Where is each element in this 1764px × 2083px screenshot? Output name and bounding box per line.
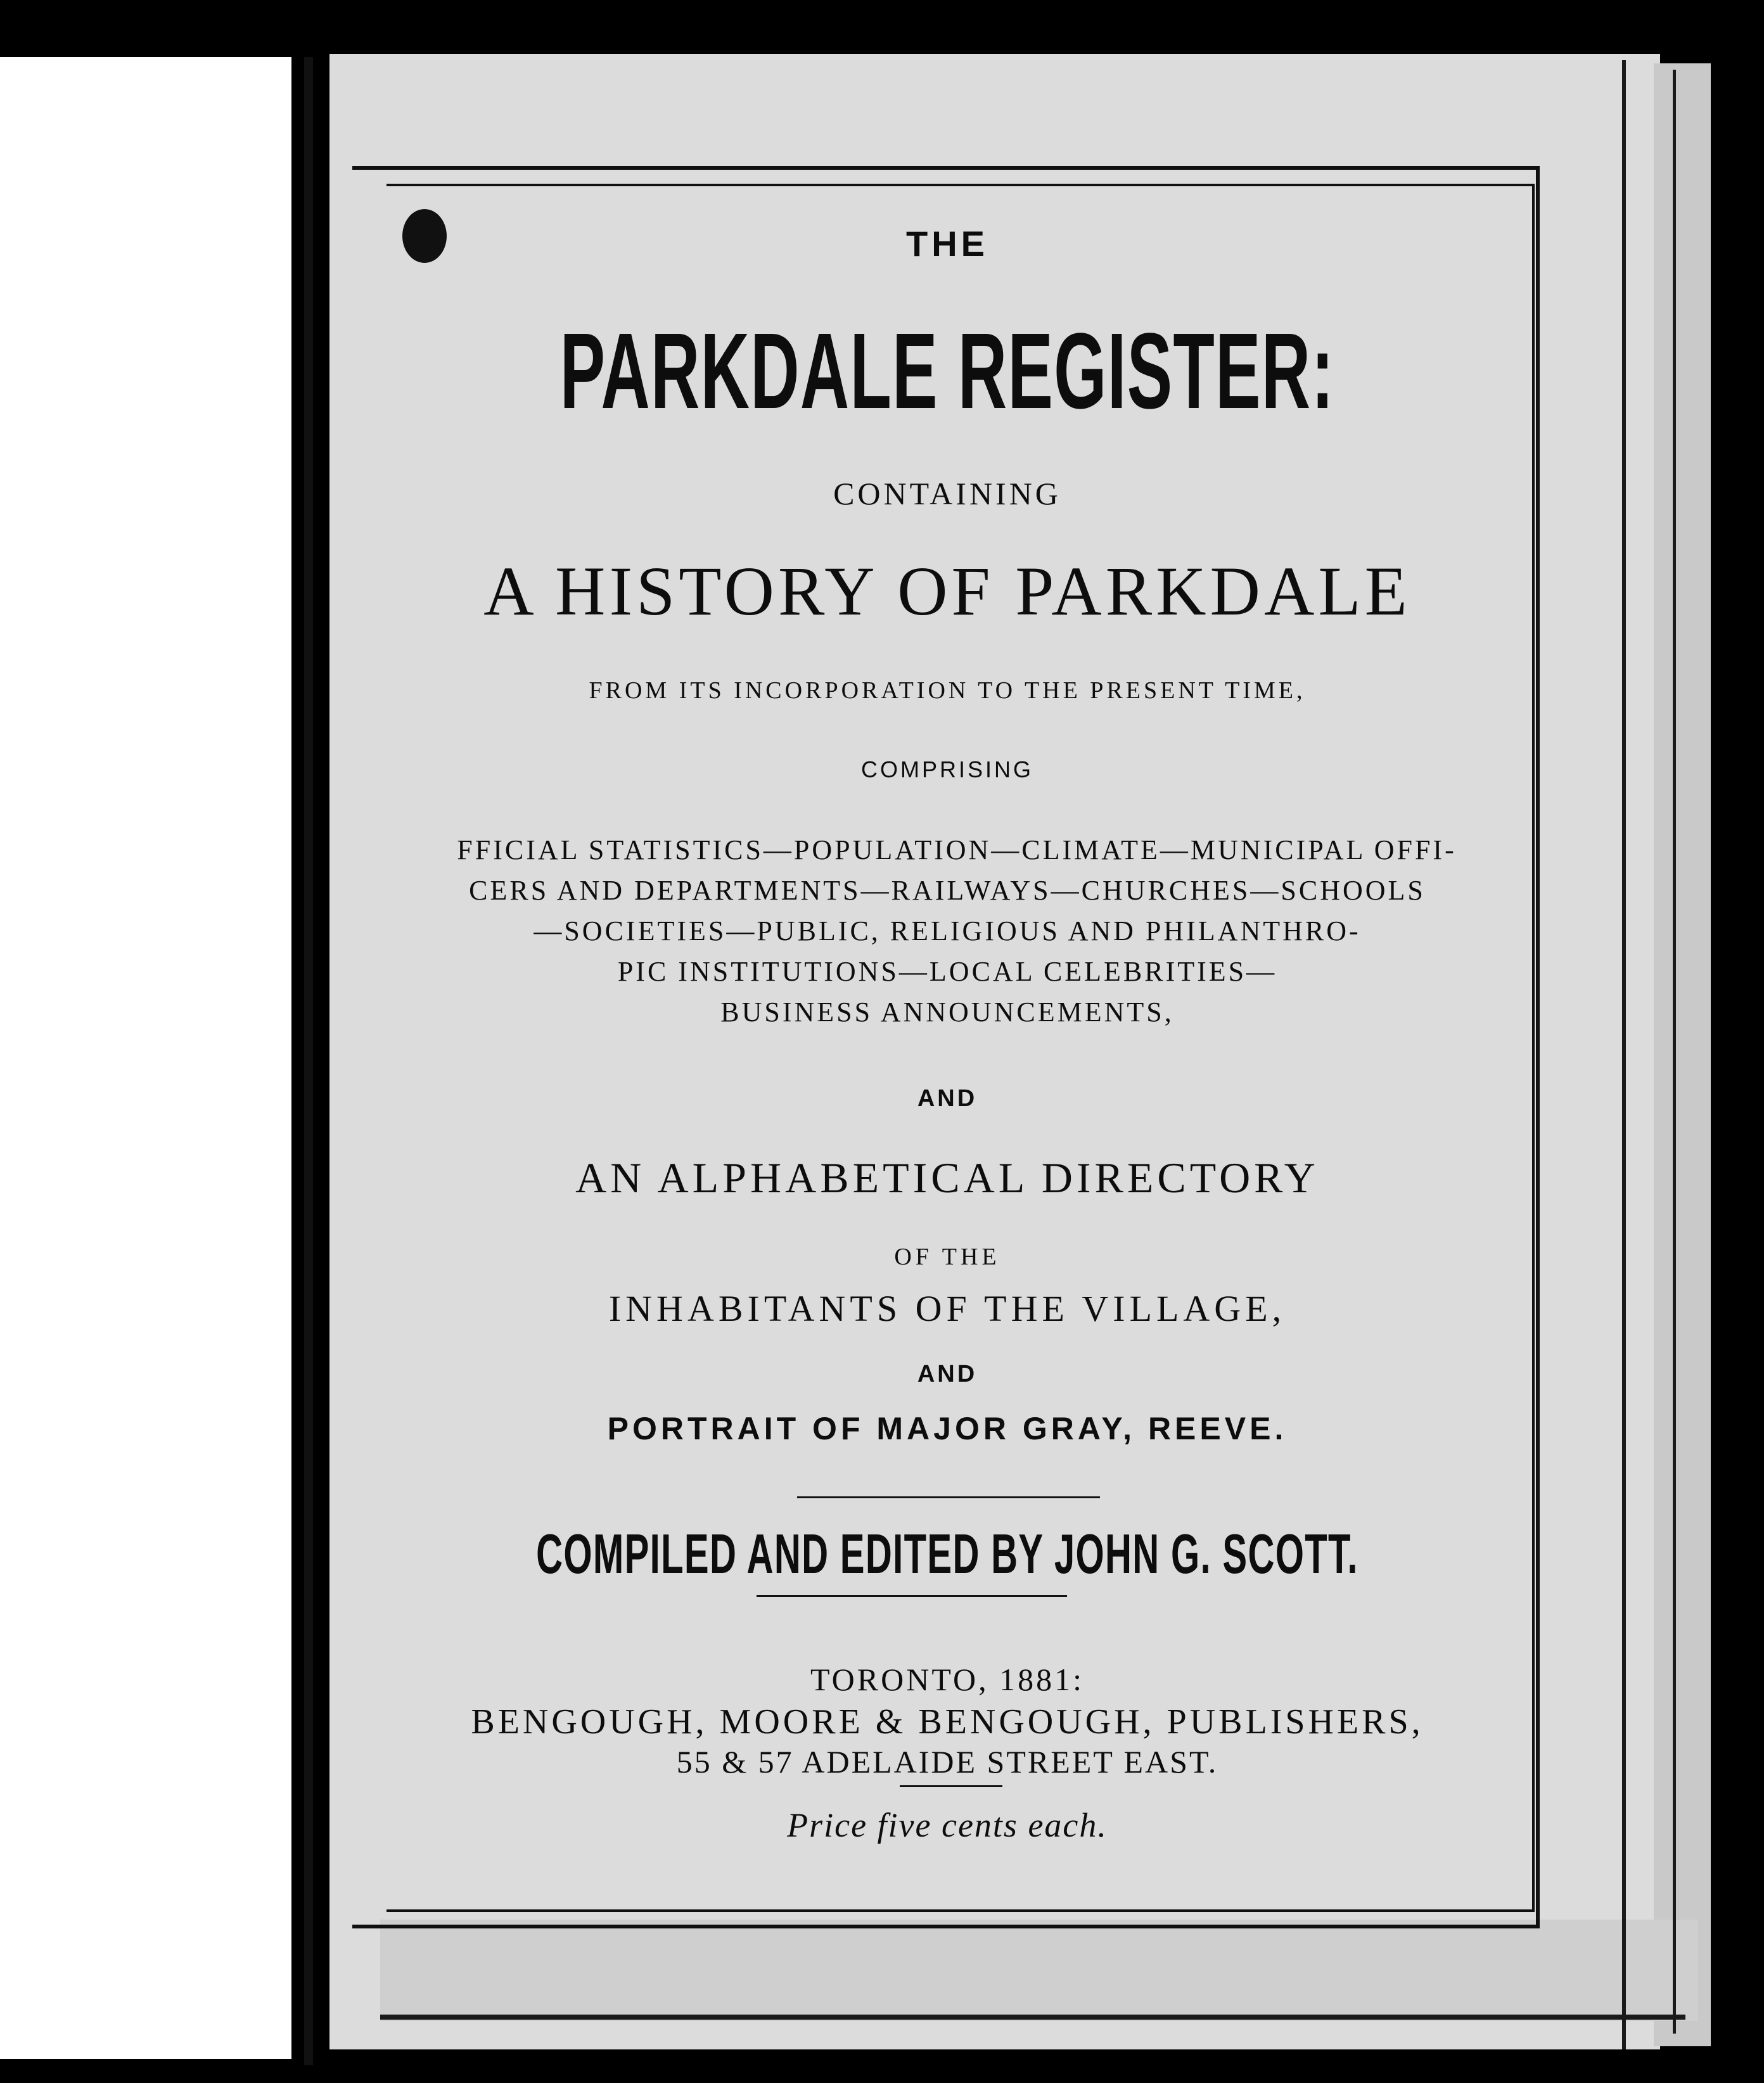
page-edge-line [1622, 60, 1626, 2049]
page-edge-bottom [380, 1920, 1698, 2021]
contents-list [355, 830, 1540, 1033]
contents-line: BUSINESS ANNOUNCEMENTS, [720, 997, 1174, 1028]
history-heading: A HISTORY OF PARKDALE [483, 552, 1411, 630]
contents-line: FFICIAL STATISTICS—POPULATION—CLIMATE—MUNICIPAL OFFI- [457, 834, 1457, 865]
from-line: FROM ITS INCORPORATION TO THE PRESENT TIME, [589, 677, 1306, 704]
and-label: AND [917, 1361, 978, 1387]
title-page-text [355, 184, 1540, 1920]
divider-rule [757, 1595, 1067, 1597]
compiler-credit: COMPILED AND EDITED BY JOHN G. SCOTT. [536, 1522, 1358, 1585]
comprising-label: COMPRISING [860, 756, 1033, 782]
page-edge-line [380, 2015, 1685, 2020]
and-label: AND [917, 1085, 978, 1112]
title-article: THE [906, 224, 988, 264]
imprint-address: 55 & 57 ADELAIDE STREET EAST. [676, 1744, 1218, 1780]
inhabitants-line: INHABITANTS OF THE VILLAGE, [608, 1288, 1286, 1329]
divider-rule [900, 1785, 1002, 1787]
imprint-place-year: TORONTO, 1881: [810, 1662, 1084, 1697]
contents-line: PIC INSTITUTIONS—LOCAL CELEBRITIES— [617, 956, 1277, 987]
divider-rule [797, 1496, 1100, 1498]
page-edge-line [1673, 70, 1676, 2034]
portrait-line: PORTRAIT OF MAJOR GRAY, REEVE. [607, 1411, 1288, 1446]
page-gutter-line [304, 57, 313, 2065]
contents-line: CERS AND DEPARTMENTS—RAILWAYS—CHURCHES—SCHOOLS [469, 875, 1426, 906]
containing-label: CONTAINING [833, 476, 1061, 511]
directory-heading: AN ALPHABETICAL DIRECTORY [575, 1154, 1319, 1202]
scan-margin-left [0, 57, 291, 2059]
imprint-publishers: BENGOUGH, MOORE & BENGOUGH, PUBLISHERS, [471, 1702, 1424, 1742]
main-title: PARKDALE REGISTER: [559, 311, 1335, 431]
contents-line: —SOCIETIES—PUBLIC, RELIGIOUS AND PHILANTHRO- [534, 915, 1361, 946]
price-note: Price five cents each. [787, 1806, 1108, 1844]
of-the-label: OF THE [894, 1244, 1000, 1270]
page-edge-right [1654, 63, 1711, 2046]
